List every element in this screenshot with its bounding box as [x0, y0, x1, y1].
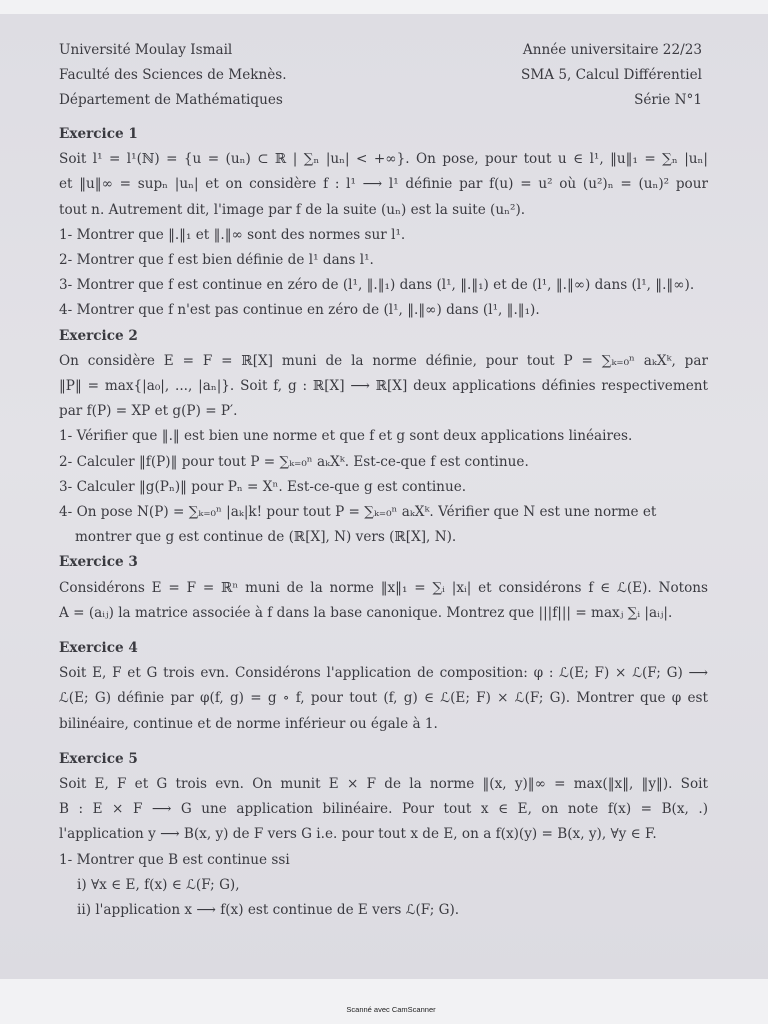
- exercise-2-question: 2- Calculer ‖f(P)‖ pour tout P = ∑ₖ₌₀ⁿ aₖXᵏ. Est-ce-que f est continue.: [59, 453, 529, 470]
- exercise-2-text: On considère E = F = ℝ[X] muni de la norme définie, pour tout P = ∑ₖ₌₀ⁿ aₖXᵏ, par: [59, 352, 708, 369]
- header-row-2: [59, 63, 702, 88]
- exercise-5-text: B : E × F ⟶ G une application bilinéaire. Pour tout x ∈ E, on note f(x) = B(x, .): [59, 801, 708, 818]
- exercises: [59, 122, 708, 923]
- exercise-4-text: bilinéaire, continue et de norme inférieur ou égale à 1.: [59, 715, 438, 732]
- exercise-1-question: 1- Montrer que ‖.‖₁ et ‖.‖∞ sont des normes sur l¹.: [59, 226, 406, 243]
- exercise-5-text: l'application y ⟶ B(x, y) de F vers G i.e. pour tout x de E, on a f(x)(y) = B(x, y), ∀y ∈ F.: [59, 826, 657, 843]
- exercise-2-question-continued: montrer que g est continue de (ℝ[X], N) vers (ℝ[X], N).: [75, 529, 457, 546]
- university-name: Université Moulay Ismail: [59, 42, 233, 58]
- exercise-4-text: ℒ(E; G) définie par φ(f, g) = g ∘ f, pour tout (f, g) ∈ ℒ(E; F) × ℒ(F; G). Montrer que φ est: [59, 690, 708, 707]
- exercise-3-text: Considérons E = F = ℝⁿ muni de la norme ‖x‖₁ = ∑ᵢ |xᵢ| et considérons f ∈ ℒ(E). Notons: [59, 579, 709, 596]
- exercise-5-question: 1- Montrer que B est continue ssi: [59, 851, 290, 868]
- exercise-1-question: 3- Montrer que f est continue en zéro de (l¹, ‖.‖₁) dans (l¹, ‖.‖₁) et de (l¹, ‖.‖∞) dans (l¹, ‖.‖∞).: [59, 277, 695, 294]
- exercise-1-question: 2- Montrer que f est bien définie de l¹ dans l¹.: [59, 252, 374, 269]
- document-header: [59, 38, 702, 113]
- exercise-5-condition: i) ∀x ∈ E, f(x) ∈ ℒ(F; G),: [77, 876, 240, 893]
- header-row-3: [59, 88, 702, 113]
- scanned-page: [0, 14, 768, 979]
- exercise-1-title: Exercice 1: [59, 126, 138, 142]
- exercise-4-title: Exercice 4: [59, 640, 138, 657]
- exercise-5-title: Exercice 5: [59, 750, 138, 767]
- exercise-3-title: Exercice 3: [59, 554, 138, 571]
- scanner-watermark: [0, 1005, 768, 1014]
- scanner-credit: Scanné avec CamScanner: [346, 1005, 436, 1014]
- course-name: SMA 5, Calcul Différentiel: [521, 67, 702, 83]
- faculty-name: Faculté des Sciences de Meknès.: [59, 67, 287, 83]
- header-row-1: [59, 38, 702, 63]
- exercise-2-title: Exercice 2: [59, 327, 138, 344]
- department-name: Département de Mathématiques: [59, 92, 283, 108]
- exercise-2-text: par f(P) = XP et g(P) = P′.: [59, 403, 238, 420]
- exercise-2-text: ‖P‖ = max{|a₀|, ..., |aₙ|}. Soit f, g : ℝ[X] ⟶ ℝ[X] deux applications définies respectivement: [59, 378, 708, 395]
- exercise-1-text: tout n. Autrement dit, l'image par f de la suite (uₙ) est la suite (uₙ²).: [59, 201, 526, 218]
- exercise-2-question: 4- On pose N(P) = ∑ₖ₌₀ⁿ |aₖ|k! pour tout P = ∑ₖ₌₀ⁿ aₖXᵏ. Vérifier que N est une norme et: [59, 504, 657, 521]
- series-number: Série N°1: [634, 92, 702, 108]
- exercise-2-question: 3- Calculer ‖g(Pₙ)‖ pour Pₙ = Xⁿ. Est-ce-que g est continue.: [59, 478, 467, 495]
- exercise-5-text: Soit E, F et G trois evn. On munit E × F de la norme ‖(x, y)‖∞ = max(‖x‖, ‖y‖). Soit: [59, 776, 708, 793]
- exercise-1-question: 4- Montrer que f n'est pas continue en zéro de (l¹, ‖.‖∞) dans (l¹, ‖.‖₁).: [59, 302, 540, 319]
- exercise-4-text: Soit E, F et G trois evn. Considérons l'application de composition: φ : ℒ(E; F) × ℒ(F; G) ⟶: [59, 665, 708, 682]
- exercise-5-condition: ii) l'application x ⟶ f(x) est continue de E vers ℒ(F; G).: [77, 902, 460, 919]
- exercise-1-text: Soit l¹ = l¹(ℕ) = {u = (uₙ) ⊂ ℝ | ∑ₙ |uₙ| < +∞}. On pose, pour tout u ∈ l¹, ‖u‖₁ = ∑ₙ |uₙ|: [59, 151, 708, 168]
- exercise-2-question: 1- Vérifier que ‖.‖ est bien une norme et que f et g sont deux applications linéaires.: [59, 428, 633, 445]
- exercise-1-text: et ‖u‖∞ = supₙ |uₙ| et on considère f : l¹ ⟶ l¹ définie par f(u) = u² où (u²)ₙ = (uₙ)² pour: [59, 176, 708, 193]
- exercise-3-text: A = (aᵢⱼ) la matrice associée à f dans la base canonique. Montrez que |||f||| = maxⱼ ∑ᵢ |aᵢⱼ|.: [59, 604, 673, 621]
- academic-year: Année universitaire 22/23: [522, 42, 702, 58]
